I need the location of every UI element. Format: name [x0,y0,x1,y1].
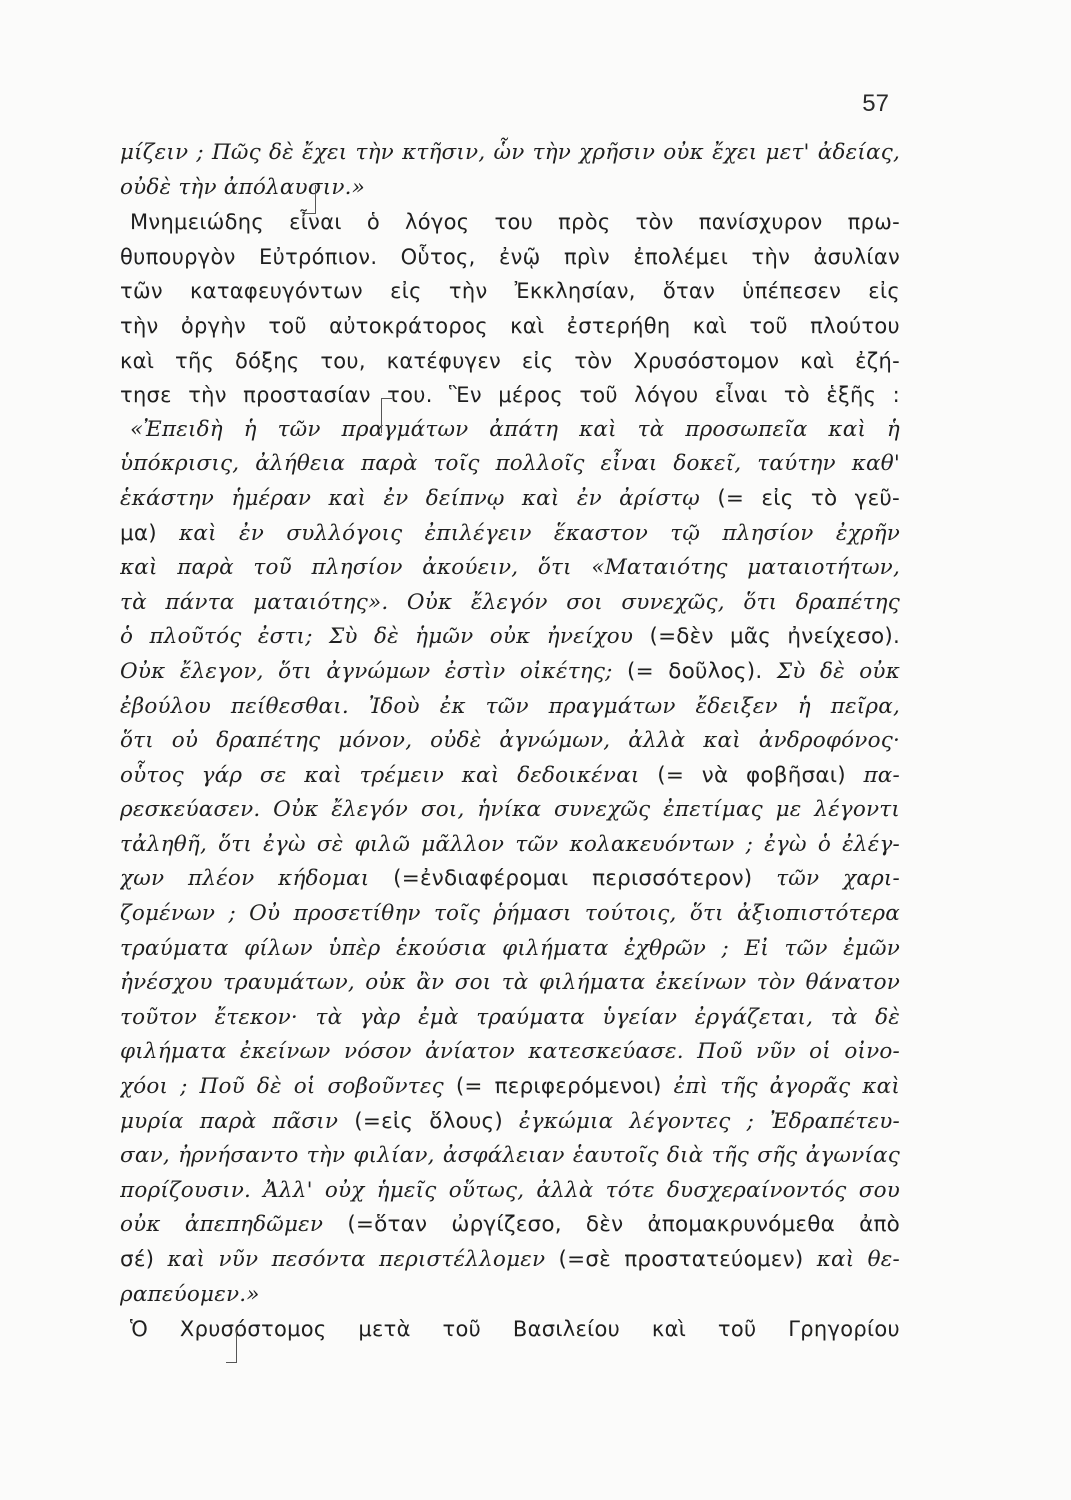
text-segment: Οὐκ ἔλεγον, ὅτι ἀγνώμων ἐστὶν οἰκέτης; [120,658,628,684]
text-segment: χων πλέον κήδομαι [120,866,394,892]
text-segment: πα- [845,762,900,788]
text-line [120,724,900,759]
text-line [120,1312,900,1347]
text-line [120,1243,900,1278]
gloss-segment: (= νὰ φοβῆσαι) [657,762,846,788]
text-line [120,136,900,171]
text-line [120,1208,900,1243]
text-segment: ζομένων ; Οὐ προσετίθην τοῖς ῥήμασι τούτοις, ὅτι ἀξιοπιστότερα [120,901,900,927]
text-line [120,378,900,413]
gloss-segment: σέ) [120,1247,155,1272]
text-line [120,171,900,206]
text-segment: καὶ παρὰ τοῦ πλησίον ἀκούειν, ὅτι «Ματαιότης ματαιοτήτων, [120,555,900,581]
text-segment: ἐγκώμια λέγοντες ; Ἐδραπέτευ- [502,1108,900,1134]
text-segment: Μνημειώδης εἶναι ὁ λόγος του πρὸς τὸν πανίσχυρον πρω- [130,210,900,235]
text-line [120,1001,900,1036]
text-segment: ὅτι οὐ δραπέτης μόνον, οὐδὲ ἀγνώμων, ἀλλὰ καὶ ἀνδροφόνος· [120,728,900,754]
text-segment: καὶ θε- [803,1247,900,1272]
text-line [120,966,900,1001]
text-line [120,1278,900,1313]
text-line [120,690,900,725]
text-segment: ἠνέσχου τραυμάτων, οὐκ ἂν σοι τὰ φιλήματα ἐκείνων τὸν θάνατον [120,970,900,996]
text-segment: «Ἐπειδὴ ἡ τῶν πραγμάτων ἀπάτη καὶ τὰ προσωπεῖα καὶ ἡ [130,416,900,442]
text-line [120,862,900,897]
text-segment: ρεσκεύασεν. Οὐκ ἔλεγόν σοι, ἡνίκα συνεχῶς ἐπετίμας με λέγοντι [120,797,900,823]
text-segment: Ὁ Χρυσόστομος μετὰ τοῦ Βασιλείου καὶ τοῦ Γρηγορίου [130,1317,900,1342]
text-line [120,1174,900,1209]
text-line [120,413,900,448]
text-segment: ἐβούλου πείθεσθαι. Ἰδοὺ ἐκ τῶν πραγμάτων ἔδειξεν ἡ πεῖρα, [120,693,900,719]
text-segment: ὑπόκρισις, ἀλήθεια παρὰ τοῖς πολλοῖς εἶναι δοκεῖ, ταύτην καθ' [120,451,900,477]
text-line [120,517,900,552]
text-line [120,897,900,932]
margin-bracket-top [305,185,316,214]
text-segment: φιλήματα ἐκείνων νόσον ἀνίατον κατεσκεύασε. Ποῦ νῦν οἱ οἰνο- [120,1039,900,1065]
text-line [120,240,900,275]
text-segment: ραπεύομεν.» [120,1281,260,1307]
text-segment: καὶ τῆς δόξης του, κατέφυγεν εἰς τὸν Χρυσόστομον καὶ ἐζή- [120,348,900,373]
text-segment: τὰ πάντα ματαιότης». Οὐκ ἔλεγόν σοι συνεχῶς, ὅτι δραπέτης [120,589,900,615]
text-line [120,828,900,863]
margin-bracket-bottom [226,1330,237,1363]
text-line [120,205,900,240]
text-line [120,1139,900,1174]
margin-bracket-middle [381,398,392,433]
text-segment: καὶ ἐν συλλόγοις ἐπιλέγειν ἕκαστον τῷ πλησίον ἐχρῆν [156,520,900,546]
text-segment: πορίζουσιν. Ἀλλ' οὐχ ἡμεῖς οὕτως, ἀλλὰ τότε δυσχεραίνοντός σου [120,1177,900,1203]
text-segment: τὴν ὀργὴν τοῦ αὐτοκράτορος καὶ ἐστερήθη καὶ τοῦ πλούτου [120,313,900,338]
text-line [120,274,900,309]
text-segment: ὁ πλοῦτός ἐστι; Σὺ δὲ ἡμῶν οὐκ ἠνείχου [120,624,650,650]
text-line [120,482,900,517]
text-line [120,932,900,967]
text-segment: τραύματα φίλων ὑπὲρ ἑκούσια φιλήματα ἐχθρῶν ; Εἰ τῶν ἐμῶν [120,935,900,961]
text-segment: τησε τὴν προστασίαν του. Ἓν μέρος τοῦ λόγου εἶναι τὸ ἑξῆς : [120,383,900,408]
text-line [120,620,900,655]
gloss-segment: (= εἰς τὸ γεῦ- [717,485,900,511]
text-line [120,1105,900,1140]
text-line [120,655,900,690]
text-line [120,586,900,621]
text-segment: τῶν καταφευγόντων εἰς τὴν Ἐκκλησίαν, ὅταν ὑπέπεσεν εἰς [120,279,900,304]
text-segment: τοῦτον ἔτεκον· τὰ γὰρ ἐμὰ τραύματα ὑγείαν ἐργάζεται, τὰ δὲ [120,1004,900,1030]
text-line [120,1035,900,1070]
gloss-segment: (=σὲ προστατεύομεν) [558,1247,804,1272]
text-segment: χόοι ; Ποῦ δὲ οἱ σοβοῦντες [120,1074,456,1100]
text-segment: ἑκάστην ἡμέραν καὶ ἐν δείπνῳ καὶ ἐν ἀρίστῳ [120,485,718,511]
gloss-segment: (=εἰς ὅλους) [354,1108,503,1134]
text-line [120,344,900,379]
text-segment: μυρία παρὰ πᾶσιν [120,1108,355,1134]
gloss-segment: (= δοῦλος). [627,658,763,684]
page-number: 57 [862,90,889,117]
text-segment: ἐπὶ τῆς ἀγορᾶς καὶ [661,1074,900,1100]
text-line [120,793,900,828]
gloss-segment: (=ὅταν ὠργίζεσο, δὲν ἀπομακρυνόμεθα ἀπὸ [347,1212,900,1238]
text-segment: οὐκ ἀπεπηδῶμεν [120,1212,348,1238]
gloss-segment: (= περιφερόμενοι) [455,1074,662,1100]
text-segment: σαν, ἠρνήσαντο τὴν φιλίαν, ἀσφάλειαν ἑαυτοῖς διὰ τῆς σῆς ἀγωνίας [120,1143,900,1169]
text-line [120,309,900,344]
gloss-segment: (=δὲν μᾶς ἠνείχεσο). [649,624,900,650]
text-segment: Σὺ δὲ οὐκ [762,658,900,684]
text-segment: οὐδὲ τὴν ἀπόλαυσιν.» [120,174,365,200]
text-segment: καὶ νῦν πεσόντα περιστέλλομεν [154,1247,559,1272]
text-line [120,759,900,794]
text-segment: τἀληθῆ, ὅτι ἐγὼ σὲ φιλῶ μᾶλλον τῶν κολακευόντων ; ἐγὼ ὁ ἐλέγ- [120,831,900,857]
gloss-segment: (=ἐνδιαφέρομαι περισσότερον) [393,866,753,892]
text-segment: τῶν χαρι- [752,866,900,892]
text-line [120,447,900,482]
text-segment: μίζειν ; Πῶς δὲ ἔχει τὴν κτῆσιν, ὧν τὴν χρῆσιν οὐκ ἔχει μετ' ἀδείας, [120,140,900,165]
text-line [120,551,900,586]
text-segment: οὗτος γάρ σε καὶ τρέμειν καὶ δεδοικέναι [120,762,658,788]
gloss-segment: μα) [120,520,157,546]
text-segment: θυπουργὸν Εὐτρόπιον. Οὗτος, ἐνῷ πρὶν ἐπολέμει τὴν ἀσυλίαν [120,244,900,269]
page-text-body [120,136,900,1347]
text-line [120,1070,900,1105]
